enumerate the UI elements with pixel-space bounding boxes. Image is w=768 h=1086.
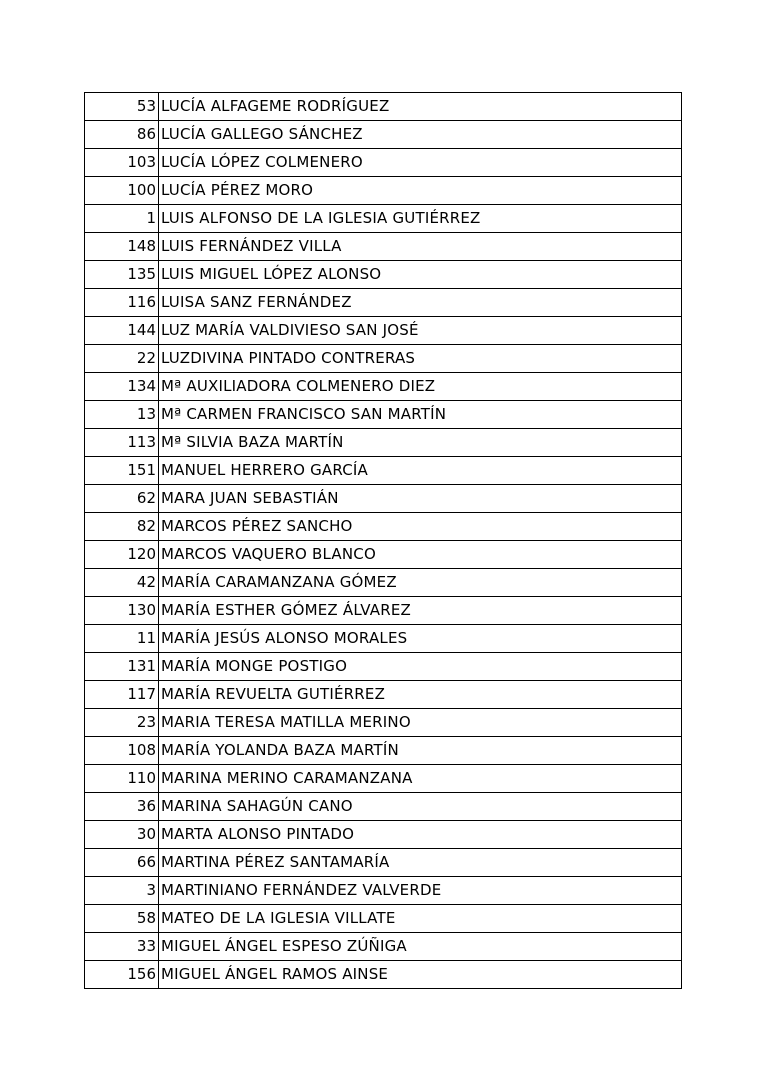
table-row — [85, 709, 682, 737]
table-row — [85, 765, 682, 793]
row-number: 30 — [85, 821, 159, 849]
table-row — [85, 345, 682, 373]
row-name: LUCÍA LÓPEZ COLMENERO — [159, 149, 682, 177]
table-row — [85, 317, 682, 345]
row-name: LUZDIVINA PINTADO CONTRERAS — [159, 345, 682, 373]
table-row — [85, 569, 682, 597]
table-row — [85, 205, 682, 233]
row-number: 13 — [85, 401, 159, 429]
row-name: Mª AUXILIADORA COLMENERO DIEZ — [159, 373, 682, 401]
row-name: LUCÍA PÉREZ MORO — [159, 177, 682, 205]
row-number: 42 — [85, 569, 159, 597]
row-name: MARÍA REVUELTA GUTIÉRREZ — [159, 681, 682, 709]
row-number: 58 — [85, 905, 159, 933]
row-name: MARA JUAN SEBASTIÁN — [159, 485, 682, 513]
table-row — [85, 849, 682, 877]
table-row — [85, 457, 682, 485]
table-row — [85, 401, 682, 429]
row-number: 53 — [85, 93, 159, 121]
row-name: MARÍA JESÚS ALONSO MORALES — [159, 625, 682, 653]
row-number: 108 — [85, 737, 159, 765]
row-name: LUIS ALFONSO DE LA IGLESIA GUTIÉRREZ — [159, 205, 682, 233]
table-row — [85, 821, 682, 849]
row-name: MATEO DE LA IGLESIA VILLATE — [159, 905, 682, 933]
table-row — [85, 933, 682, 961]
row-number: 103 — [85, 149, 159, 177]
table-row — [85, 289, 682, 317]
table-row — [85, 681, 682, 709]
row-name: MIGUEL ÁNGEL RAMOS AINSE — [159, 961, 682, 989]
row-number: 100 — [85, 177, 159, 205]
row-name: MIGUEL ÁNGEL ESPESO ZÚÑIGA — [159, 933, 682, 961]
row-number: 66 — [85, 849, 159, 877]
row-name: LUIS MIGUEL LÓPEZ ALONSO — [159, 261, 682, 289]
name-list-body — [85, 93, 682, 989]
row-number: 1 — [85, 205, 159, 233]
table-row — [85, 905, 682, 933]
row-name: MARTINA PÉREZ SANTAMARÍA — [159, 849, 682, 877]
row-number: 116 — [85, 289, 159, 317]
row-name: LUISA SANZ FERNÁNDEZ — [159, 289, 682, 317]
table-row — [85, 485, 682, 513]
table-row — [85, 513, 682, 541]
table-row — [85, 429, 682, 457]
row-number: 11 — [85, 625, 159, 653]
table-row — [85, 961, 682, 989]
row-name: MARINA SAHAGÚN CANO — [159, 793, 682, 821]
row-name: MARÍA CARAMANZANA GÓMEZ — [159, 569, 682, 597]
row-number: 62 — [85, 485, 159, 513]
row-number: 113 — [85, 429, 159, 457]
table-row — [85, 149, 682, 177]
row-name: MARTA ALONSO PINTADO — [159, 821, 682, 849]
row-name: MARTINIANO FERNÁNDEZ VALVERDE — [159, 877, 682, 905]
name-list-table — [84, 92, 682, 989]
row-name: MARIA TERESA MATILLA MERINO — [159, 709, 682, 737]
table-row — [85, 177, 682, 205]
row-number: 156 — [85, 961, 159, 989]
row-name: LUIS FERNÁNDEZ VILLA — [159, 233, 682, 261]
table-row — [85, 373, 682, 401]
row-number: 131 — [85, 653, 159, 681]
table-row — [85, 877, 682, 905]
table-row — [85, 597, 682, 625]
row-number: 33 — [85, 933, 159, 961]
row-number: 110 — [85, 765, 159, 793]
row-name: LUCÍA GALLEGO SÁNCHEZ — [159, 121, 682, 149]
row-name: MARÍA YOLANDA BAZA MARTÍN — [159, 737, 682, 765]
row-name: MARÍA MONGE POSTIGO — [159, 653, 682, 681]
row-name: MANUEL HERRERO GARCÍA — [159, 457, 682, 485]
row-number: 135 — [85, 261, 159, 289]
row-name: MARÍA ESTHER GÓMEZ ÁLVAREZ — [159, 597, 682, 625]
row-number: 82 — [85, 513, 159, 541]
row-number: 148 — [85, 233, 159, 261]
table-row — [85, 793, 682, 821]
table-row — [85, 93, 682, 121]
row-name: MARCOS PÉREZ SANCHO — [159, 513, 682, 541]
table-row — [85, 121, 682, 149]
row-number: 117 — [85, 681, 159, 709]
row-number: 86 — [85, 121, 159, 149]
table-row — [85, 737, 682, 765]
row-number: 120 — [85, 541, 159, 569]
row-number: 151 — [85, 457, 159, 485]
row-number: 130 — [85, 597, 159, 625]
row-number: 36 — [85, 793, 159, 821]
table-row — [85, 261, 682, 289]
row-number: 134 — [85, 373, 159, 401]
row-name: LUCÍA ALFAGEME RODRÍGUEZ — [159, 93, 682, 121]
table-row — [85, 653, 682, 681]
row-name: LUZ MARÍA VALDIVIESO SAN JOSÉ — [159, 317, 682, 345]
table-row — [85, 233, 682, 261]
row-name: MARINA MERINO CARAMANZANA — [159, 765, 682, 793]
row-name: Mª CARMEN FRANCISCO SAN MARTÍN — [159, 401, 682, 429]
row-number: 23 — [85, 709, 159, 737]
row-number: 3 — [85, 877, 159, 905]
row-name: Mª SILVIA BAZA MARTÍN — [159, 429, 682, 457]
row-name: MARCOS VAQUERO BLANCO — [159, 541, 682, 569]
table-row — [85, 541, 682, 569]
row-number: 144 — [85, 317, 159, 345]
row-number: 22 — [85, 345, 159, 373]
table-row — [85, 625, 682, 653]
